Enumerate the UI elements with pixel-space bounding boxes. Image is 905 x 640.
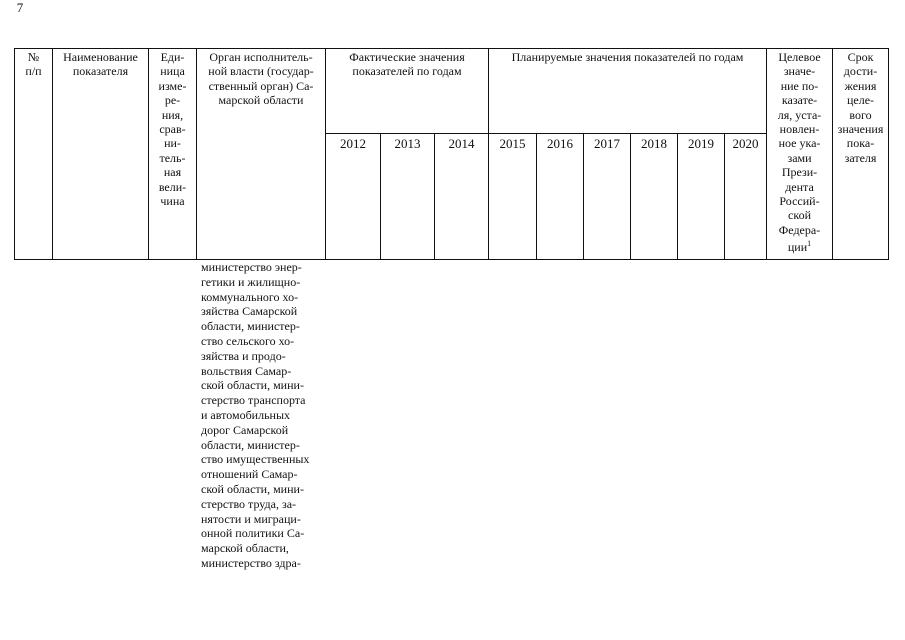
header-deadline: Срок дости- жения целе- вого значения пока- зателя — [837, 50, 884, 165]
year-cell: 2014 — [448, 136, 475, 151]
col-border — [52, 48, 53, 260]
header-actual-values: Фактические значения показателей по годам — [349, 50, 465, 79]
header-target-value-text: Целевое значе- ние по- казате- ля, уста- новлен- ное ука- зами Прези- дента Россий- ской Федера- ции — [777, 50, 822, 255]
header-unit: Еди- ница изме- ре- ния, срав- ни- тель- ная вели- чина — [158, 50, 187, 209]
year-cell: 2017 — [594, 136, 620, 151]
year-col-border — [583, 133, 584, 260]
header-number: № п/п — [25, 50, 42, 79]
footnote-mark: 1 — [807, 239, 812, 249]
year-cell: 2018 — [641, 136, 667, 151]
header-target-value — [767, 50, 832, 255]
col-border — [325, 48, 326, 260]
year-col-border — [380, 133, 381, 260]
year-cell: 2015 — [499, 136, 526, 151]
year-cell: 2016 — [547, 136, 573, 151]
table-top-border — [14, 48, 889, 49]
year-col-border — [536, 133, 537, 260]
header-indicator-name: Наименование показателя — [63, 50, 138, 79]
year-cell: 2019 — [688, 136, 714, 151]
col-border — [888, 48, 889, 260]
year-col-border — [677, 133, 678, 260]
year-col-border — [630, 133, 631, 260]
year-cell: 2020 — [732, 136, 759, 151]
page-number: 7 — [16, 0, 24, 15]
col-border — [488, 48, 489, 260]
executive-body-continuation-text: министерство энер- гетики и жилищно- коммунального хо- зяйства Самарской области, министер- ство сельского хо- зяйства и продо- вольствия Самар- ской области, мини- стерство транспорта и автомобильных дорог Самарской области, министер- ство имущественных отношений Самар- ской области, мини- стерство труда, за- нятости и миграци- онной политики Са- марской области, министерство здра- — [201, 260, 310, 570]
col-border — [14, 48, 15, 260]
header-planned-values: Планируемые значения показателей по годам — [511, 50, 744, 64]
header-executive-body: Орган исполнитель- ной власти (государ- ственный орган) Са- марской области — [208, 50, 314, 108]
year-col-border — [724, 133, 725, 260]
year-cell: 2012 — [340, 136, 366, 151]
year-row-divider — [325, 133, 766, 134]
year-col-border — [434, 133, 435, 260]
year-cell: 2013 — [394, 136, 421, 151]
table-bottom-border — [14, 259, 889, 260]
